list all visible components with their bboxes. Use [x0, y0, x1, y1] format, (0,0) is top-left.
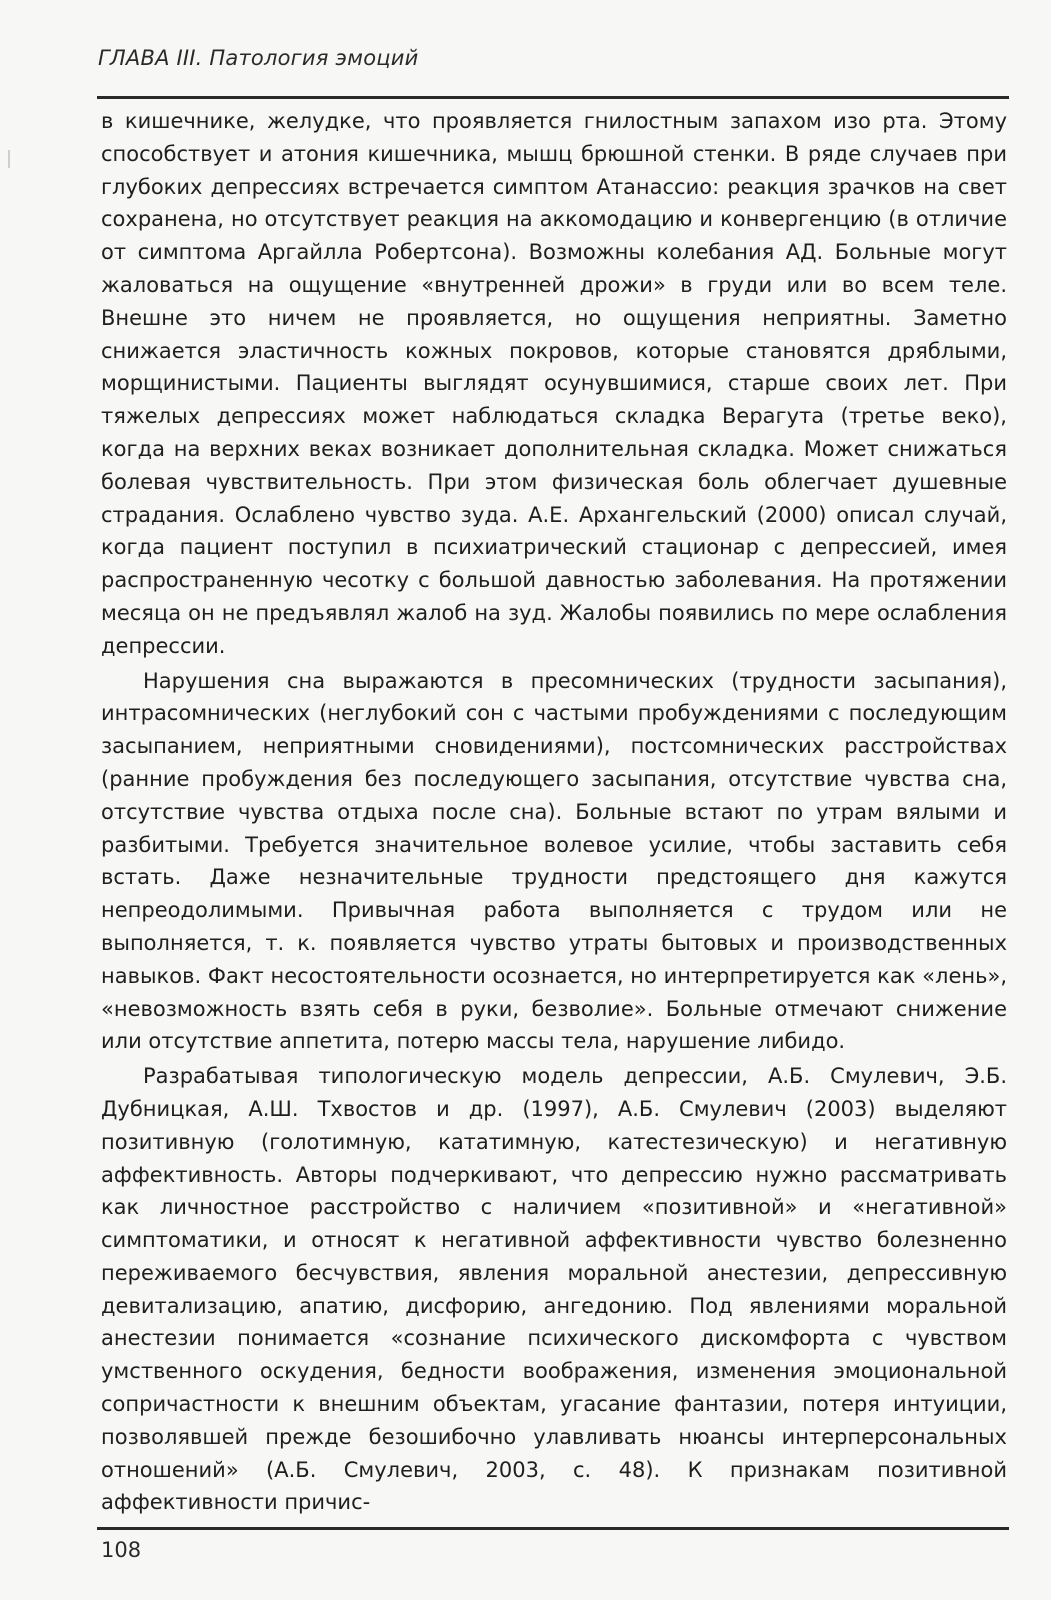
header-rule	[97, 96, 1009, 99]
paragraph-sleep-disorders: Нарушения сна выражаются в пресомнических (трудности засыпания), интрасомнических (неглубокий сон с частыми пробуждениями с последующим засыпанием, неприятными сновидениями), постсомнических расстройствах (ранние пробуждения без последующего засыпания, отсутствие чувства сна, отсутствие чувства отдыха после сна). Больные встают по утрам вялыми и разбитыми. Требуется значительное волевое усилие, чтобы заставить себя встать. Даже незначительные трудности предстоящего дня кажутся непреодолимыми. Привычная работа выполняется с трудом или не выполняется, т. к. появляется чувство утраты бытовых и производственных навыков. Факт несостоятельности осознается, но интерпретируется как «лень», «невозможность взять себя в руки, безволие». Больные отмечают снижение или отсутствие аппетита, потерю массы тела, нарушение либидо.	[101, 668, 1007, 1054]
footer-rule	[97, 1527, 1009, 1530]
paragraph-typological-model: Разрабатывая типологическую модель депрессии, А.Б. Смулевич, Э.Б. Дубницкая, А.Ш. Тхвостов и др. (1997), А.Б. Смулевич (2003) выделяют позитивную (голотимную, кататимную, катестезическую) и негативную аффективность. Авторы подчеркивают, что депрессию нужно рассматривать как личностное расстройство с наличием «позитивной» и «негативной» симптоматики, и относят к негативной аффективности чувство болезненно переживаемого бесчувствия, явления моральной анестезии, депрессивную девитализацию, апатию, дисфорию, ангедонию. Под явлениями моральной анестезии понимается «сознание психического дискомфорта с чувством умственного оскудения, бедности воображения, изменения эмоциональной сопричастности к внешним объектам, угасание фантазии, потеря интуиции, позволявшей прежде безошибочно улавливать нюансы интерперсональных отношений» (А.Б. Смулевич, 2003, с. 48). К признакам позитивной аффективности причис-	[101, 1064, 1007, 1515]
chapter-header: ГЛАВА III. Патология эмоций	[98, 46, 419, 70]
page-body	[101, 105, 1007, 1519]
scan-margin-mark	[8, 150, 10, 168]
paragraph-continuation: в кишечнике, желудке, что проявляется гнилостным запахом изо рта. Этому способствует и атония кишечника, мышц брюшной стенки. В ряде случаев при глубоких депрессиях встречается симптом Атанассио: реакция зрачков на свет сохранена, но отсутствует реакция на аккомодацию и конвергенцию (в отличие от симптома Аргайлла Робертсона). Возможны колебания АД. Больные могут жаловаться на ощущение «внутренней дрожи» в груди или во всем теле. Внешне это ничем не проявляется, но ощущения неприятны. Заметно снижается эластичность кожных покровов, которые становятся дряблыми, морщинистыми. Пациенты выглядят осунувшимися, старше своих лет. При тяжелых депрессиях может наблюдаться складка Верагута (третье веко), когда на верхних веках возникает дополнительная складка. Может снижаться болевая чувствительность. При этом физическая боль облегчает душевные страдания. Ослаблено чувство зуда. А.Е. Архангельский (2000) описал случай, когда пациент поступил в психиатрический стационар с депрессией, имея распространенную чесотку с большой давностью заболевания. На протяжении месяца он не предъявлял жалоб на зуд. Жалобы появились по мере ослабления депрессии.	[101, 109, 1007, 658]
page-number: 108	[101, 1538, 142, 1562]
